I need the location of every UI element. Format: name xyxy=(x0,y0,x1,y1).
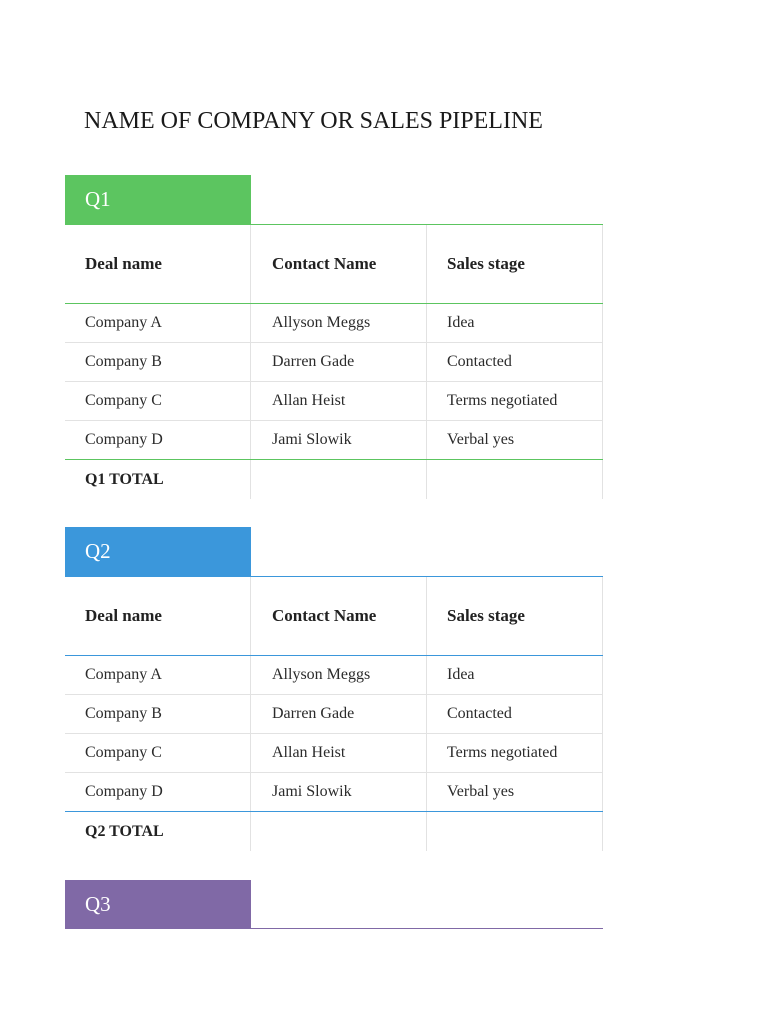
q1-label: Q1 xyxy=(85,187,111,211)
q2-table xyxy=(65,576,603,851)
q1-total-contact-cell xyxy=(251,460,427,499)
contact-name-cell: Jami Slowik xyxy=(251,773,427,811)
q2-row-4 xyxy=(65,773,603,812)
deal-name-cell: Company A xyxy=(65,304,251,342)
document-title: NAME OF COMPANY OR SALES PIPELINE xyxy=(84,108,543,134)
q2-row-2 xyxy=(65,695,603,734)
q1-total-stage-cell xyxy=(427,460,603,499)
q2-label: Q2 xyxy=(85,539,111,563)
sales-stage-cell: Terms negotiated xyxy=(427,734,603,772)
deal-name-cell: Company D xyxy=(65,421,251,459)
deal-name-cell: Company A xyxy=(65,656,251,694)
sales-stage-cell: Idea xyxy=(427,656,603,694)
q1-row-4 xyxy=(65,421,603,460)
sales-stage-cell: Verbal yes xyxy=(427,773,603,811)
deal-name-cell: Company C xyxy=(65,382,251,420)
q1-row-3 xyxy=(65,382,603,421)
q3-table xyxy=(65,928,603,929)
q1-section xyxy=(65,175,603,499)
contact-name-cell: Allyson Meggs xyxy=(251,304,427,342)
q2-row-3 xyxy=(65,734,603,773)
q1-table xyxy=(65,224,603,499)
contact-name-cell: Darren Gade xyxy=(251,695,427,733)
q2-total-contact-cell xyxy=(251,812,427,851)
column-header-sales-stage: Sales stage xyxy=(427,225,603,303)
deal-name-cell: Company D xyxy=(65,773,251,811)
contact-name-cell: Allan Heist xyxy=(251,734,427,772)
q2-header-tab xyxy=(65,527,251,576)
column-header-deal-name: Deal name xyxy=(65,577,251,655)
q2-column-header-row xyxy=(65,577,603,656)
deal-name-cell: Company C xyxy=(65,734,251,772)
q1-row-2 xyxy=(65,343,603,382)
q1-total-label: Q1 TOTAL xyxy=(65,460,251,499)
q2-total-row xyxy=(65,812,603,851)
sales-stage-cell: Terms negotiated xyxy=(427,382,603,420)
q3-header-tab xyxy=(65,880,251,928)
q2-row-1 xyxy=(65,656,603,695)
q2-section xyxy=(65,527,603,851)
contact-name-cell: Darren Gade xyxy=(251,343,427,381)
q2-total-stage-cell xyxy=(427,812,603,851)
column-header-contact-name: Contact Name xyxy=(251,225,427,303)
column-header-contact-name: Contact Name xyxy=(251,577,427,655)
column-header-sales-stage: Sales stage xyxy=(427,577,603,655)
sales-stage-cell: Contacted xyxy=(427,343,603,381)
contact-name-cell: Jami Slowik xyxy=(251,421,427,459)
q1-column-header-row xyxy=(65,225,603,304)
sales-stage-cell: Idea xyxy=(427,304,603,342)
deal-name-cell: Company B xyxy=(65,343,251,381)
q3-section xyxy=(65,880,603,929)
q1-header-tab xyxy=(65,175,251,224)
q3-label: Q3 xyxy=(85,892,111,916)
contact-name-cell: Allyson Meggs xyxy=(251,656,427,694)
q1-total-row xyxy=(65,460,603,499)
sales-stage-cell: Verbal yes xyxy=(427,421,603,459)
q1-row-1 xyxy=(65,304,603,343)
column-header-deal-name: Deal name xyxy=(65,225,251,303)
contact-name-cell: Allan Heist xyxy=(251,382,427,420)
q2-total-label: Q2 TOTAL xyxy=(65,812,251,851)
sales-stage-cell: Contacted xyxy=(427,695,603,733)
deal-name-cell: Company B xyxy=(65,695,251,733)
